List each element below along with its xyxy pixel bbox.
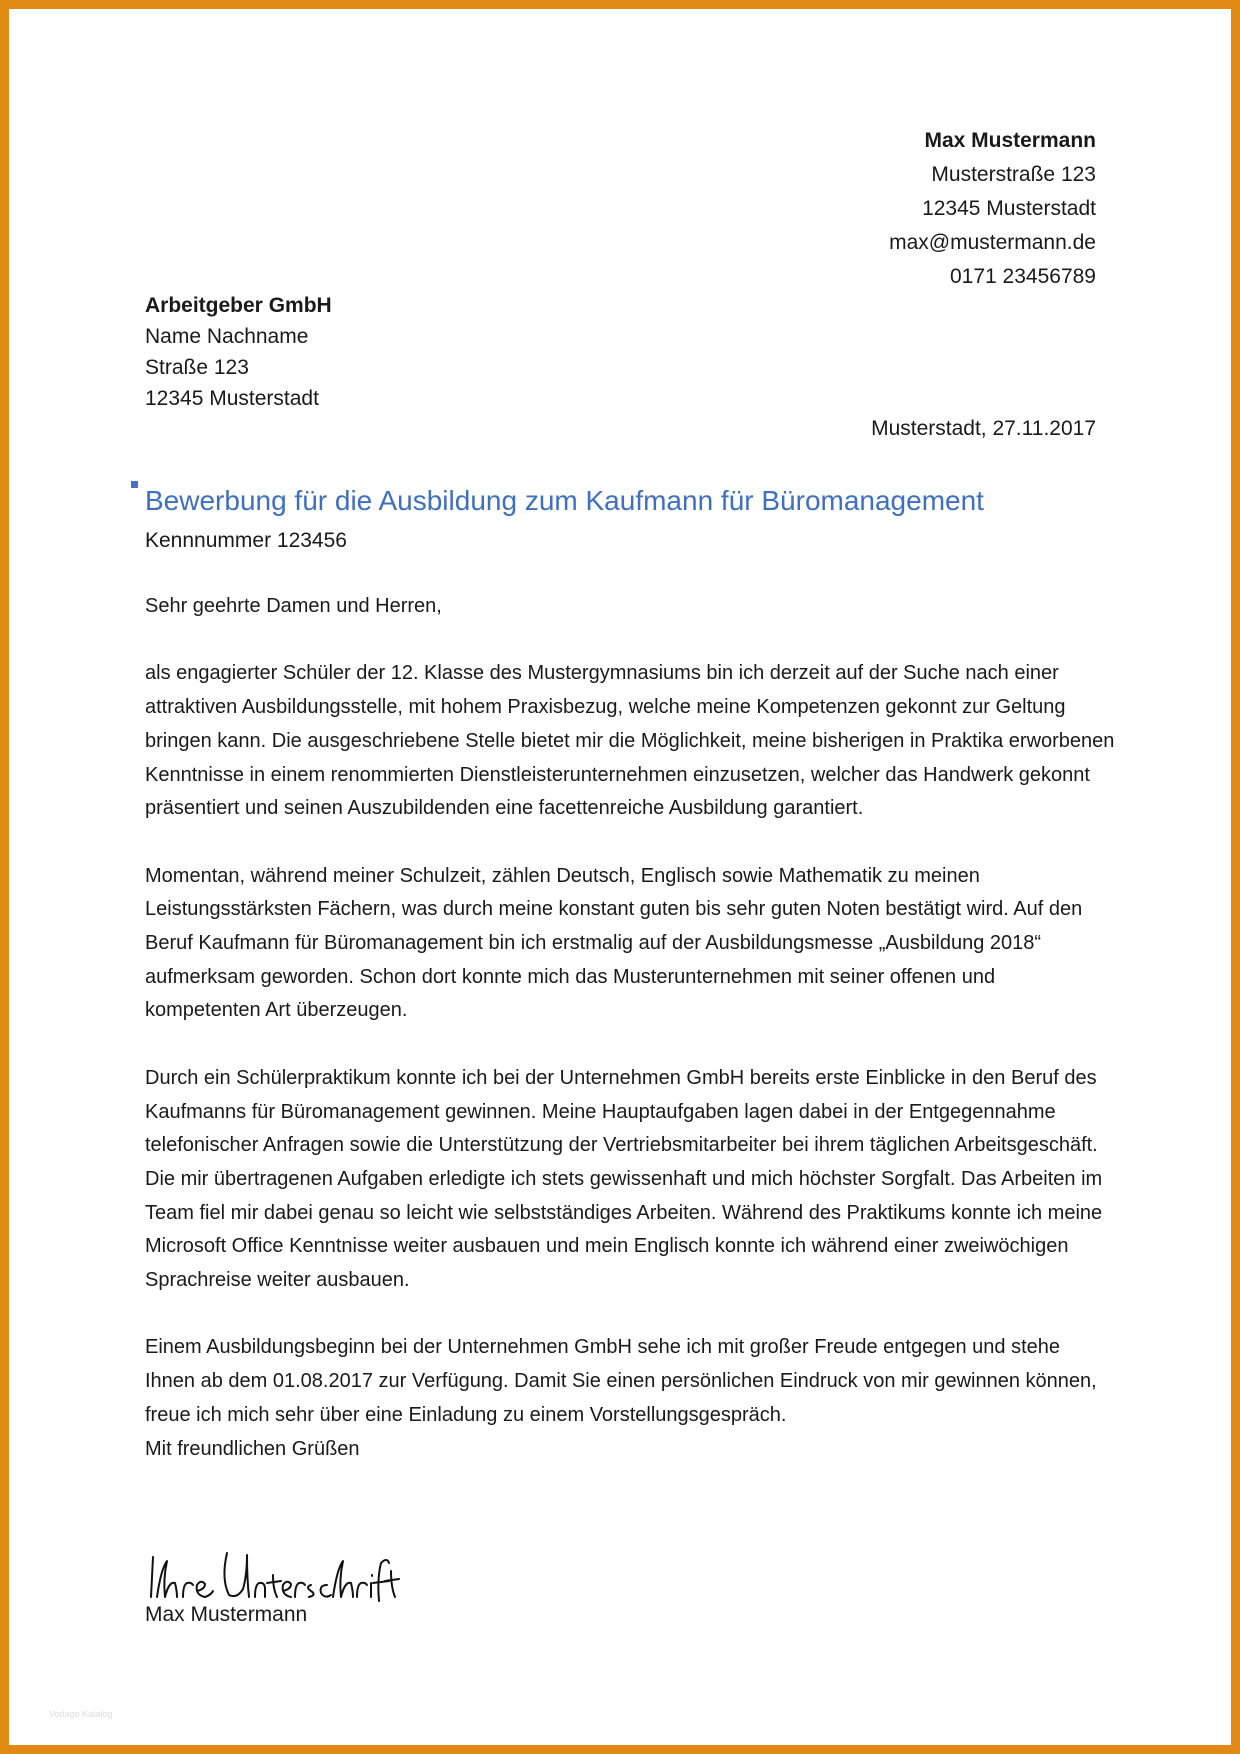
recipient-contact: Name Nachname (145, 325, 309, 348)
salutation: Sehr geehrte Damen und Herren, (145, 595, 442, 617)
recipient-address-block (145, 290, 332, 414)
sender-city: 12345 Musterstadt (922, 197, 1096, 220)
signature-name: Max Mustermann (145, 1603, 308, 1626)
sender-street: Musterstraße 123 (931, 163, 1096, 186)
body-paragraph-1: als engagierter Schüler der 12. Klasse des Mustergymnasiums bin ich derzeit auf der Suche nach einer attraktiven Ausbildungsstelle, mit hohem Praxisbezug, welche meine Kompetenzen gekonnt zur Geltung bringen kann. Die ausgeschriebene Stelle bietet mir die Möglichkeit, meine bisherigen in Praktika erworbenen Kenntnisse in einem renommierten Dienstleisterunternehmen einzusetzen, welcher das Handwerk gekonnt präsentiert und seinen Auszubildenden eine facettenreiche Ausbildung garantiert. (145, 662, 1115, 820)
recipient-company: Arbeitgeber GmbH (145, 294, 332, 317)
subject-heading: Bewerbung für die Ausbildung zum Kaufmann für Büromanagement (145, 485, 984, 516)
letter-body (145, 590, 1115, 1466)
sender-name: Max Mustermann (924, 129, 1096, 152)
body-paragraph-4: Einem Ausbildungsbeginn bei der Unternehmen GmbH sehe ich mit großer Freude entgegen und stehe Ihnen ab dem 01.08.2017 zur Verfügung. Damit Sie einen persönlichen Eindruck von mir gewinnen können, freue ich mich sehr über eine Einladung zu einem Vorstellungsgespräch. (145, 1336, 1097, 1426)
letter-date: Musterstadt, 27.11.2017 (871, 417, 1096, 440)
sender-phone: 0171 23456789 (950, 265, 1096, 288)
sender-email: max@mustermann.de (889, 231, 1096, 254)
watermark-text: Vorlage Katalog (49, 1709, 113, 1719)
reference-number: Kennnummer 123456 (145, 529, 347, 552)
paragraph-anchor-marker (131, 481, 138, 488)
body-paragraph-3: Durch ein Schülerpraktikum konnte ich bei der Unternehmen GmbH bereits erste Einblicke in den Beruf des Kaufmanns für Büromanagement gewinnen. Meine Hauptaufgaben lagen dabei in der Entgegennahme telefonischer Anfragen sowie die Unterstützung der Vertriebsmitarbeiter bei ihrem täglichen Arbeitsgeschäft. Die mir übertragenen Aufgaben erledigte ich stets gewissenhaft und mich höchster Sorgfalt. Das Arbeiten im Team fiel mir dabei genau so leicht wie selbstständiges Arbeiten. Während des Praktikums konnte ich meine Microsoft Office Kenntnisse weiter ausbauen und mein Englisch konnte ich während einer zweiwöchigen Sprachreise weiter ausbauen. (145, 1066, 1103, 1292)
recipient-street: Straße 123 (145, 356, 249, 379)
closing-phrase: Mit freundlichen Grüßen (145, 1437, 360, 1460)
sender-address-block (889, 124, 1096, 294)
body-paragraph-2: Momentan, während meiner Schulzeit, zählen Deutsch, Englisch sowie Mathematik zu meinen Leistungsstärksten Fächern, was durch meine konstant guten bis sehr guten Noten bestätigt wird. Auf den Beruf Kaufmann für Büromanagement bin ich erstmalig auf der Ausbildungsmesse „Ausbildung 2018“ aufmerksam geworden. Schon dort konnte mich das Musterunternehmen mit seiner offenen und kompetenten Art überzeugen. (145, 864, 1083, 1022)
recipient-city: 12345 Musterstadt (145, 387, 319, 410)
